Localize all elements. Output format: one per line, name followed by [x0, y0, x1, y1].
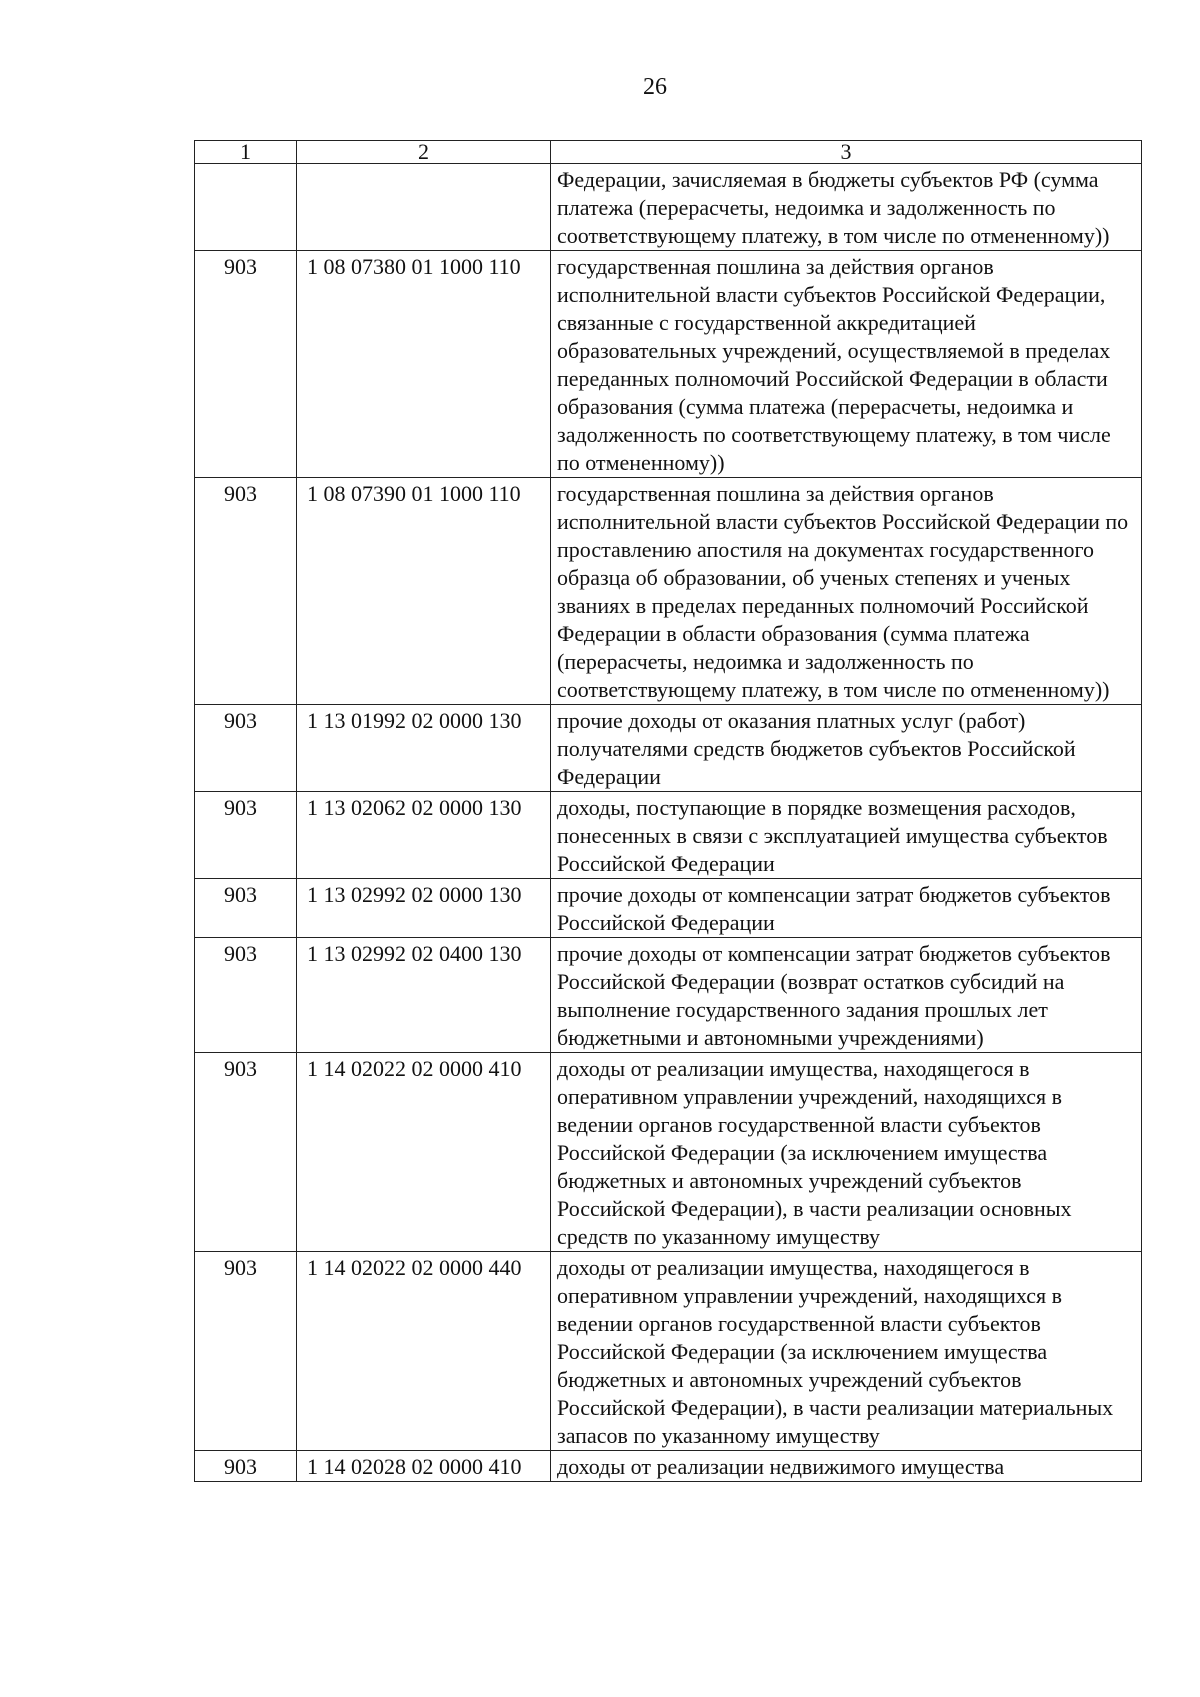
- table-row: [195, 251, 1142, 478]
- column-header-1: 1: [195, 141, 297, 164]
- admin-code-cell: 903: [195, 1451, 297, 1482]
- admin-code-cell: 903: [195, 1252, 297, 1451]
- admin-code-cell: 903: [195, 705, 297, 792]
- table-row: [195, 1053, 1142, 1252]
- column-header-3: 3: [551, 141, 1142, 164]
- table-row: [195, 1252, 1142, 1451]
- table-row: [195, 164, 1142, 251]
- admin-code-cell: 903: [195, 478, 297, 705]
- page-number: 26: [643, 74, 667, 100]
- revenue-code-cell: 1 13 01992 02 0000 130: [297, 705, 551, 792]
- revenue-code-cell: [297, 164, 551, 251]
- table-body: [195, 164, 1142, 1482]
- admin-code-cell: 903: [195, 251, 297, 478]
- admin-code-cell: 903: [195, 792, 297, 879]
- table-row: [195, 478, 1142, 705]
- revenue-codes-table: [194, 140, 1142, 1482]
- description-cell: государственная пошлина за действия органов исполнительной власти субъектов Российской Федерации по проставлению апостиля на документах государственного образца об образовании, об ученых степенях и ученых званиях в пределах переданных полномочий Российской Федерации в области образования (сумма платежа (перерасчеты, недоимка и задолженность по соответствующему платежу, в том числе по отмененному)): [551, 478, 1142, 705]
- description-cell: Федерации, зачисляемая в бюджеты субъектов РФ (сумма платежа (перерасчеты, недоимка и задолженность по соответствующему платежу, в том числе по отмененному)): [551, 164, 1142, 251]
- revenue-code-cell: 1 13 02992 02 0000 130: [297, 879, 551, 938]
- admin-code-cell: 903: [195, 879, 297, 938]
- admin-code-cell: 903: [195, 938, 297, 1053]
- admin-code-cell: [195, 164, 297, 251]
- description-cell: прочие доходы от оказания платных услуг (работ) получателями средств бюджетов субъектов Российской Федерации: [551, 705, 1142, 792]
- table-header: [195, 141, 1142, 164]
- revenue-code-cell: 1 14 02022 02 0000 440: [297, 1252, 551, 1451]
- description-cell: доходы от реализации недвижимого имущества: [551, 1451, 1142, 1482]
- table-header-row: [195, 141, 1142, 164]
- revenue-code-cell: 1 13 02992 02 0400 130: [297, 938, 551, 1053]
- description-cell: доходы, поступающие в порядке возмещения расходов, понесенных в связи с эксплуатацией имущества субъектов Российской Федерации: [551, 792, 1142, 879]
- description-cell: доходы от реализации имущества, находящегося в оперативном управлении учреждений, находящихся в ведении органов государственной власти субъектов Российской Федерации (за исключением имущества бюджетных и автономных учреждений субъектов Российской Федерации), в части реализации материальных запасов по указанному имуществу: [551, 1252, 1142, 1451]
- table-row: [195, 879, 1142, 938]
- revenue-code-cell: 1 14 02028 02 0000 410: [297, 1451, 551, 1482]
- admin-code-cell: 903: [195, 1053, 297, 1252]
- table-row: [195, 938, 1142, 1053]
- table-row: [195, 1451, 1142, 1482]
- revenue-code-cell: 1 14 02022 02 0000 410: [297, 1053, 551, 1252]
- revenue-code-cell: 1 08 07380 01 1000 110: [297, 251, 551, 478]
- revenue-code-cell: 1 13 02062 02 0000 130: [297, 792, 551, 879]
- description-cell: прочие доходы от компенсации затрат бюджетов субъектов Российской Федерации: [551, 879, 1142, 938]
- table-row: [195, 792, 1142, 879]
- description-cell: доходы от реализации имущества, находящегося в оперативном управлении учреждений, находящихся в ведении органов государственной власти субъектов Российской Федерации (за исключением имущества бюджетных и автономных учреждений субъектов Российской Федерации), в части реализации основных средств по указанному имуществу: [551, 1053, 1142, 1252]
- description-cell: государственная пошлина за действия органов исполнительной власти субъектов Российской Федерации, связанные с государственной аккредитацией образовательных учреждений, осуществляемой в пределах переданных полномочий Российской Федерации в области образования (сумма платежа (перерасчеты, недоимка и задолженность по соответствующему платежу, в том числе по отмененному)): [551, 251, 1142, 478]
- table-row: [195, 705, 1142, 792]
- revenue-code-cell: 1 08 07390 01 1000 110: [297, 478, 551, 705]
- column-header-2: 2: [297, 141, 551, 164]
- description-cell: прочие доходы от компенсации затрат бюджетов субъектов Российской Федерации (возврат остатков субсидий на выполнение государственного задания прошлых лет бюджетными и автономными учреждениями): [551, 938, 1142, 1053]
